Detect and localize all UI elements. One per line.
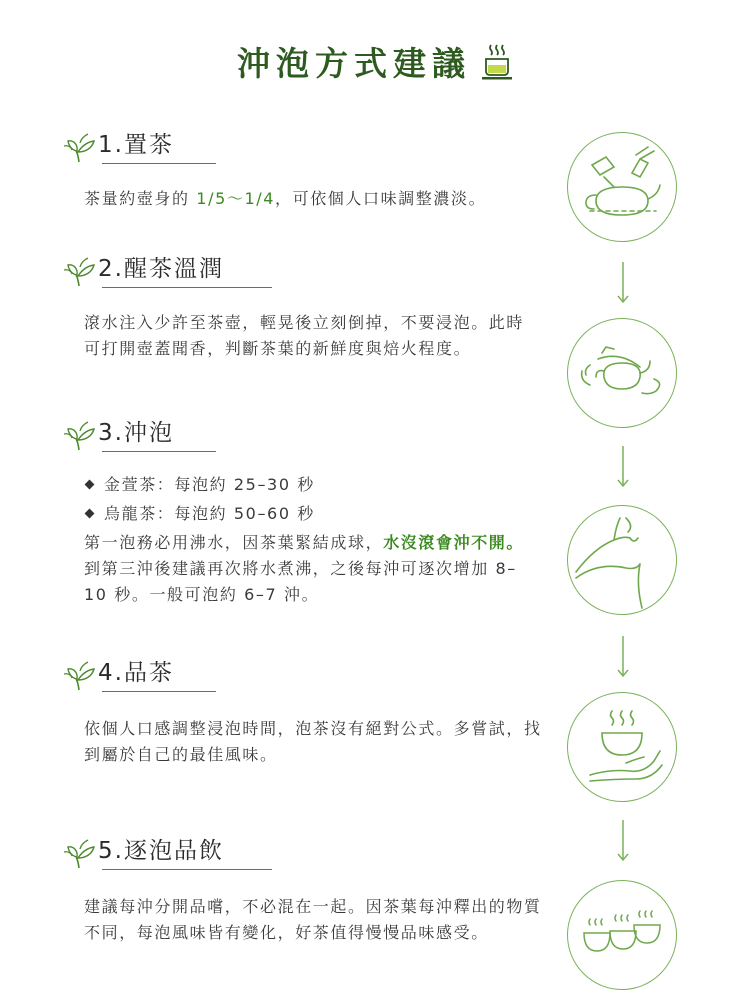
- section-3: [62, 416, 542, 608]
- arrow-down-icon: [617, 636, 629, 678]
- section-title: 5.逐泡品飲: [98, 838, 224, 864]
- section-heading: [62, 656, 542, 692]
- step-5-illustration: [567, 880, 677, 990]
- step-2-illustration: [567, 318, 677, 428]
- section-title: 1.置茶: [98, 132, 174, 158]
- heading-underline: [102, 451, 216, 452]
- tea-leaf-icon: [62, 420, 96, 452]
- heading-underline: [102, 691, 216, 692]
- section-text: 建議每沖分開品嚐，不必混在一起。因茶葉每沖釋出的物質不同，每泡風味皆有變化，好茶值得慢慢品味感受。: [84, 897, 542, 942]
- section-text: [84, 472, 540, 608]
- pouring-water-icon: [568, 506, 678, 616]
- heading-underline: [102, 287, 272, 288]
- tea-leaf-icon: [62, 256, 96, 288]
- section-title: 4.品茶: [98, 660, 174, 686]
- three-cups-icon: [568, 881, 678, 991]
- teapot-pour-tea-icon: [568, 133, 678, 243]
- section-heading: [62, 128, 542, 164]
- heading-underline: [102, 163, 216, 164]
- bullet-item: 烏龍茶：每泡約 50–60 秒: [84, 501, 540, 527]
- arrow-down-icon: [617, 820, 629, 862]
- section-text: 滾水注入少許至茶壺，輕晃後立刻倒掉，不要浸泡。此時可打開壺蓋聞香，判斷茶葉的新鮮度與焙火程度。: [84, 313, 525, 358]
- arrow-down-icon: [617, 262, 629, 304]
- section-text: 依個人口感調整浸泡時間，泡茶沒有絕對公式。多嘗試，找到屬於自己的最佳風味。: [84, 719, 542, 764]
- step-1-illustration: [567, 132, 677, 242]
- section-2: [62, 252, 542, 362]
- section-title: 2.醒茶溫潤: [98, 256, 224, 282]
- hand-holding-cup-icon: [568, 693, 678, 803]
- section-text: 茶量約壺身的 1/5～1/4，可依個人口味調整濃淡。: [84, 189, 487, 208]
- tea-leaf-icon: [62, 660, 96, 692]
- section-4: [62, 656, 542, 768]
- step-4-illustration: [567, 692, 677, 802]
- section-heading: [62, 416, 542, 452]
- section-5: [62, 834, 542, 946]
- arrow-down-icon: [617, 446, 629, 488]
- page-title-text: 沖泡方式建議: [236, 44, 471, 83]
- heading-underline: [102, 869, 272, 870]
- page-title: [0, 38, 751, 85]
- section-paragraph: 第一泡務必用沸水，因茶葉緊結成球，水沒滾會沖不開。到第三沖後建議再次將水煮沸，之後每沖可逐次增加 8–10 秒。一般可泡約 6–7 沖。: [84, 533, 525, 604]
- section-heading: [62, 834, 542, 870]
- step-3-illustration: [567, 505, 677, 615]
- section-title: 3.沖泡: [98, 420, 174, 446]
- tea-leaf-icon: [62, 132, 96, 164]
- bullet-item: 金萱茶：每泡約 25–30 秒: [84, 472, 540, 498]
- teapot-swirl-icon: [568, 319, 678, 429]
- tea-cup-icon: [480, 42, 514, 82]
- highlight-text: 水沒滾會沖不開。: [383, 533, 525, 552]
- section-1: [62, 128, 542, 212]
- section-heading: [62, 252, 542, 288]
- tea-leaf-icon: [62, 838, 96, 870]
